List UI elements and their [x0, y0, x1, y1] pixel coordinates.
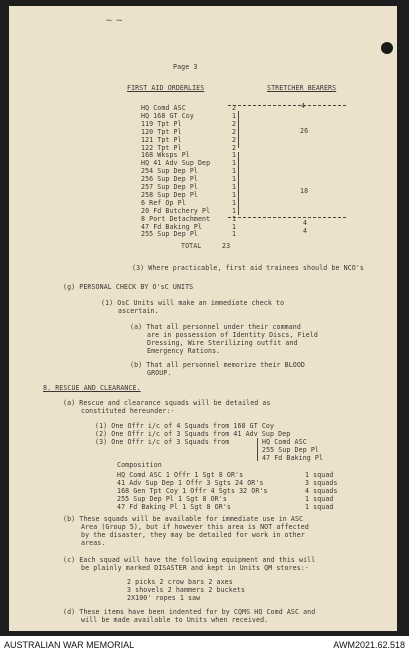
section-g-b: GROUP.: [147, 369, 172, 377]
squad-line: (2) One Offr i/c of 3 Squads from 41 Adv Sup Dep: [95, 430, 291, 438]
total-value: 23: [222, 242, 231, 250]
footer-left: AUSTRALIAN WAR MEMORIAL: [4, 640, 135, 650]
first-aid-count: 2: [232, 127, 237, 136]
stretcher-count: 18: [300, 187, 309, 195]
section-g-b: (b) That all personnel memorize their BLOOD: [130, 361, 305, 369]
note-3: (3) Where practicable, first aid trainees should be NCO's: [132, 264, 364, 272]
unit-name: 255 Sup Dep Pl: [141, 230, 198, 239]
composition-squads: 1 squad: [305, 495, 334, 503]
first-aid-count: 1: [232, 111, 237, 120]
composition-squads: 4 squads: [305, 487, 338, 495]
first-aid-count: 1: [232, 159, 237, 168]
squad-3-unit: HQ Comd ASC: [262, 438, 307, 446]
section-8-a: constituted hereunder:-: [81, 407, 175, 415]
section-8-b-line: areas.: [81, 539, 106, 547]
equipment-line: 2X100' ropes 1 saw: [127, 594, 201, 602]
first-aid-count: 2: [232, 119, 237, 128]
equipment-line: 3 shovels 2 hammers 2 buckets: [127, 586, 246, 594]
stretcher-count: 4: [301, 102, 306, 110]
unit-name: 256 Sup Dep Pl: [141, 175, 198, 184]
punch-hole: [381, 42, 393, 54]
stretcher-count: 4: [303, 227, 308, 235]
first-aid-count: 1: [232, 214, 237, 223]
section-g-heading: (g) PERSONAL CHECK BY O'sC UNITS: [63, 283, 194, 291]
unit-name: 6 Ref Op Pl: [141, 198, 186, 207]
section-8-c-line: (c) Each squad will have the following equipment and this will: [63, 556, 316, 564]
unit-name: 258 Sup Dep Pl: [141, 190, 198, 199]
group-separator: [228, 217, 346, 218]
page-label: Page 3: [173, 63, 198, 71]
first-aid-heading: FIRST AID ORDERLIES: [127, 84, 205, 92]
unit-name: 8 Port Detachment: [141, 214, 211, 223]
unit-name: 122 Tpt Pl: [141, 143, 182, 152]
stretcher-count: 4: [303, 219, 308, 227]
total-label: TOTAL: [181, 242, 202, 250]
section-g-a: (a) That all personnel under their command: [130, 323, 301, 331]
section-8-c-line: be plainly marked DISASTER and kept in Units QM stores:-: [81, 564, 309, 572]
section-8-d-line: (d) These items have been indented for by CQMS HQ Comd ASC and: [63, 608, 316, 616]
first-aid-count: 1: [232, 230, 237, 239]
first-aid-count: 1: [232, 175, 237, 184]
first-aid-count: 1: [232, 206, 237, 215]
section-8-a: (a) Rescue and clearance squads will be detailed as: [63, 399, 271, 407]
stretcher-count: 26: [300, 127, 309, 135]
composition-unit: 255 Sup Dep Pl 1 Sgt 8 OR's: [117, 495, 227, 503]
unit-name: 168 Wksps Pl: [141, 151, 190, 160]
section-8-b-line: (b) These squads will be available for immediate use in ASC: [63, 515, 304, 523]
composition-unit: 41 Adv Sup Dep 1 Offr 3 Sgts 24 OR's: [117, 479, 264, 487]
composition-label: Composition: [117, 461, 162, 469]
unit-name: 20 Fd Butchery Pl: [141, 206, 211, 215]
stretcher-heading: STRETCHER BEARERS: [267, 84, 337, 92]
composition-squads: 1 squad: [305, 471, 334, 479]
section-g-a: Emergency Rations.: [147, 347, 221, 355]
section-g-a: are in possession of Identity Discs, Field: [147, 331, 318, 339]
document-page: [9, 6, 397, 631]
composition-unit: HQ Comd ASC 1 Offr 1 Sgt 8 OR's: [117, 471, 244, 479]
first-aid-count: 2: [232, 135, 237, 144]
unit-name: 120 Tpt Pl: [141, 127, 182, 136]
first-aid-count: 1: [232, 151, 237, 160]
squad-line: (3) One Offr i/c of 3 Squads from: [95, 438, 230, 446]
footer-right: AWM2021.62.518: [333, 640, 405, 650]
first-aid-count: 1: [232, 190, 237, 199]
squad-3-unit: 255 Sup Dep Pl: [262, 446, 319, 454]
squad-brace: [257, 438, 258, 461]
section-g-p1: (1) OsC Units will make an immediate check to: [101, 299, 285, 307]
section-8-b-line: Area (Group 5), but if however this area is NOT affected: [81, 523, 309, 531]
first-aid-count: 1: [232, 222, 237, 231]
unit-name: HQ 168 GT Coy: [141, 111, 194, 120]
first-aid-count: 2: [232, 143, 237, 152]
first-aid-count: 1: [232, 167, 237, 176]
squad-3-unit: 47 Fd Baking Pl: [262, 454, 324, 462]
composition-unit: 47 Fd Baking Pl 1 Sgt 8 OR's: [117, 503, 231, 511]
squad-line: (1) One Offr i/c of 4 Squads from 168 GT Coy: [95, 422, 275, 430]
first-aid-count: 2: [232, 104, 237, 112]
unit-name: HQ 41 Adv Sup Dep: [141, 159, 211, 168]
unit-name: 257 Sup Dep Pl: [141, 183, 198, 191]
unit-name: 119 Tpt Pl: [141, 119, 182, 128]
first-aid-count: 1: [232, 198, 237, 207]
group-brace: [238, 111, 239, 148]
section-8-d-line: will be made available to Units when received.: [81, 616, 269, 624]
composition-squads: 1 squad: [305, 503, 334, 511]
unit-name: HQ Comd ASC: [141, 104, 186, 112]
first-aid-count: 1: [232, 183, 237, 191]
section-8-heading: 8. RESCUE AND CLEARANCE.: [43, 384, 141, 392]
section-g-p1: ascertain.: [118, 307, 159, 315]
section-g-a: Dressing, Wire Sterilizing outfit and: [147, 339, 298, 347]
group-separator: [228, 105, 346, 106]
unit-name: 47 Fd Baking Pl: [141, 222, 203, 231]
group-brace: [238, 152, 239, 215]
equipment-line: 2 picks 2 crow bars 2 axes: [127, 578, 233, 586]
footer-bar: [0, 636, 409, 653]
section-8-b-line: by the disaster, they may be detailed for work in other: [81, 531, 305, 539]
handwritten-mark: ~ ~: [105, 16, 123, 26]
composition-unit: 168 Gen Tpt Coy 1 Offr 4 Sgts 32 OR's: [117, 487, 268, 495]
unit-name: 121 Tpt Pl: [141, 135, 182, 144]
composition-squads: 3 squads: [305, 479, 338, 487]
unit-name: 254 Sup Dep Pl: [141, 167, 198, 176]
